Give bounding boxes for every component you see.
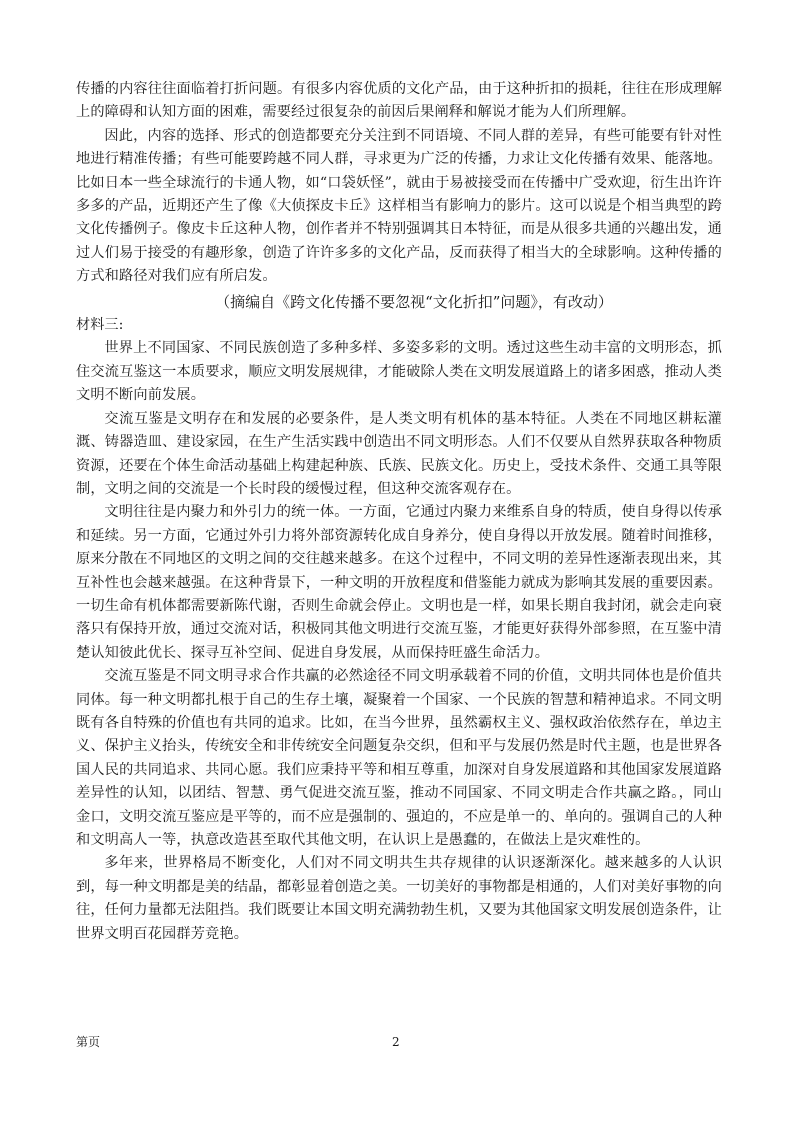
paragraph: 世界上不同国家、不同民族创造了多种多样、多姿多彩的文明。透过这些生动丰富的文明形态，抓住交流互鉴这一本质要求，顺应文明发展规律，才能破除人类在文明发展道路上的诸多困惑，推动人类文明不断向前发展。 — [76, 340, 722, 404]
paragraph: 多年来，世界格局不断变化，人们对不同文明共生共存规律的认识逐渐深化。越来越多的人认识到，每一种文明都是美的结晶，都彰显着创造之美。一切美好的事物都是相通的，人们对美好事物的向往，任何力量都无法阻挡。我们既要让本国文明充满勃勃生机，又要为其他国家文明发展创造条件，让世界文明百花园群芳竞艳。 — [76, 855, 722, 942]
paragraph: 交流互鉴是不同文明寻求合作共赢的必然途径不同文明承载着不同的价值，文明共同体也是价值共同体。每一种文明都扎根于自己的生存土壤，凝聚着一个国家、一个民族的智慧和精神追求。不同文明既有各自特殊的价值也有共同的追求。比如，在当今世界，虽然霸权主义、强权政治依然存在，单边主义、保护主义抬头，传统安全和非传统安全问题复杂交织，但和平与发展仍然是时代主题，也是世界各国人民的共同追求、共同心愿。我们应秉持平等和相互尊重，加深对自身发展道路和其他国家发展道路差异性的认知，以团结、智慧、勇气促进交流互鉴，推动不同国家、不同文明走合作共赢之路。，同山金口，文明交流互鉴应是平等的，而不应是强制的、强迫的，不应是单一的、单向的。强调自己的人种和文明高人一等，执意改造甚至取代其他文明，在认识上是愚蠢的，在做法上是灾难性的。 — [76, 668, 722, 848]
section-heading: 材料三: — [76, 317, 124, 334]
paragraph: 因此，内容的选择、形式的创造都要充分关注到不同语境、不同人群的差异，有些可能要有针对性地进行精准传播；有些可能要跨越不同人群，寻求更为广泛的传播，力求让文化传播有效果、能落地。比如日本一些全球流行的卡通人物，如“口袋妖怪”，就由于易被接受而在传播中广受欢迎，衍生出许许多多的产品，近期还产生了像《大侦探皮卡丘》这样相当有影响力的影片。这可以说是个相当典型的跨文化传播例子。像皮卡丘这种人物，创作者并不特别强调其日本特征，而是从很多共通的兴趣出发，通过人们易于接受的有趣形象，创造了许许多多的文化产品，反而获得了相当大的全球影响。这种传播的方式和路径对我们应有所启发。 — [76, 127, 722, 285]
paragraph: 文明往往是内聚力和外引力的统一体。一方面，它通过内聚力来维系自身的特质，使自身得以传承和延续。另一方面，它通过外引力将外部资源转化成自身养分，使自身得以开放发展。随着时间推移，原来分散在不同地区的文明之间的交往越来越多。在这个过程中，不同文明的差异性逐渐表现出来，其互补性也会越来越强。在这种背景下，一种文明的开放程度和借鉴能力就成为影响其发展的重要因素。一切生命有机体都需要新陈代谢，否则生命就会停止。文明也是一样，如果长期自我封闭，就会走向衰落只有保持开放，通过交流对话，积极同其他文明进行交流互鉴，才能更好获得外部参照，在互鉴中清楚认知彼此优长、探寻互补空间、促进自身发展，从而保持旺盛生命活力。 — [76, 504, 722, 661]
footer-page-label: 第页 — [76, 1035, 101, 1049]
footer-page-number: 2 — [392, 1035, 400, 1049]
document-body — [76, 78, 722, 946]
paragraph: 交流互鉴是文明存在和发展的必要条件，是人类文明有机体的基本特征。人类在不同地区耕耘灌溉、铸器造皿、建设家园，在生产生活实践中创造出不同文明形态。人们不仅要从自然界获取各种物质资源，还要在个体生命活动基础上构建起种族、氏族、民族文化。历史上，受技术条件、交通工具等限制，文明之间的交流是一个长时段的缓慢过程，但这种交流客观存在。 — [76, 410, 722, 497]
source-citation: （摘编自《跨文化传播不要忽视“文化折扣”问题》，有改动） — [215, 292, 613, 311]
paragraph-continuation: 传播的内容往往面临着打折问题。有很多内容优质的文化产品，由于这种折扣的损耗，往往在形成理解上的障碍和认知方面的困难，需要经过很复杂的前因后果阐释和解说才能为人们所理解。 — [76, 81, 722, 121]
